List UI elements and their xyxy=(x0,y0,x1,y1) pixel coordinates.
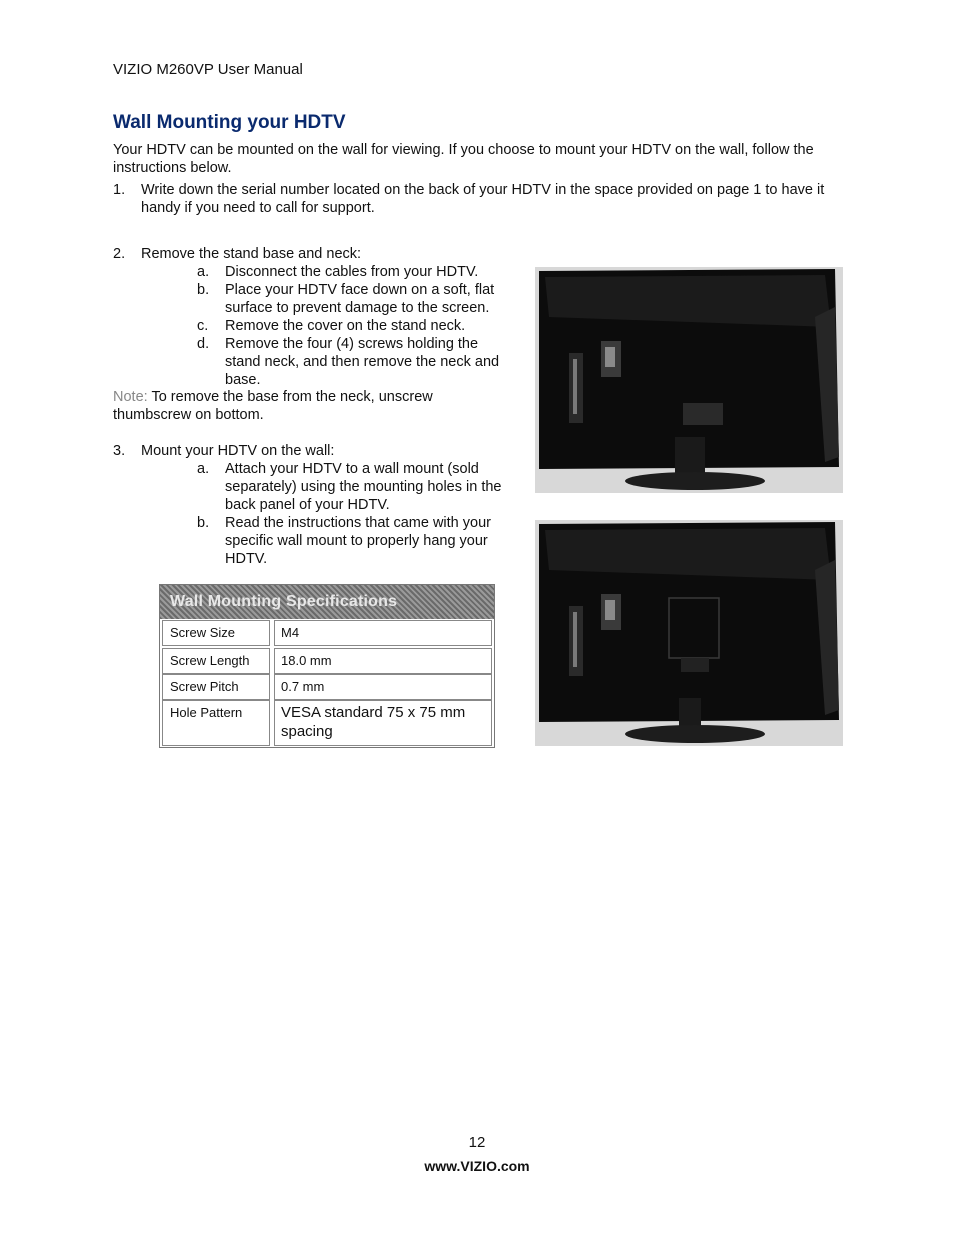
table-row xyxy=(160,700,494,746)
website-link[interactable]: www.VIZIO.com xyxy=(424,1158,530,1174)
page-number: 12 xyxy=(468,1134,486,1151)
table-row xyxy=(160,648,494,674)
substep-text: Disconnect the cables from your HDTV. xyxy=(225,264,479,280)
section-title: Wall Mounting your HDTV xyxy=(113,112,346,133)
document-header: VIZIO M260VP User Manual xyxy=(113,61,303,78)
substep-text: Remove the cover on the stand neck. xyxy=(225,318,466,334)
substep-letter: a. xyxy=(197,264,210,280)
substep-3a xyxy=(197,460,517,514)
step-number: 2. xyxy=(113,246,126,262)
note xyxy=(113,388,483,424)
substep-2b xyxy=(197,281,517,317)
substep-2a xyxy=(197,263,517,281)
step-2 xyxy=(113,245,843,263)
substep-letter: b. xyxy=(197,515,210,531)
step-text: Mount your HDTV on the wall: xyxy=(141,443,335,459)
intro-paragraph: Your HDTV can be mounted on the wall for viewing. If you choose to mount your HDTV on the wall, follow the instructions below. xyxy=(113,142,814,176)
wall-mount-spec-table xyxy=(159,584,495,748)
note-text: To remove the base from the neck, unscrew thumbscrew on bottom. xyxy=(113,389,433,423)
spec-value: 18.0 mm xyxy=(274,648,492,674)
spec-key: Screw Pitch xyxy=(162,674,270,700)
substep-2d xyxy=(197,335,517,389)
spec-key: Screw Size xyxy=(162,620,270,646)
substep-text: Remove the four (4) screws holding the stand neck, and then remove the neck and base. xyxy=(225,336,500,388)
step-number: 1. xyxy=(113,182,126,198)
substep-2c xyxy=(197,317,517,335)
substep-3b xyxy=(197,514,517,568)
substep-text: Read the instructions that came with your specific wall mount to properly hang your HDTV. xyxy=(225,515,491,567)
spec-value: VESA standard 75 x 75 mm spacing xyxy=(274,700,492,746)
step-1 xyxy=(113,181,843,217)
spec-key: Hole Pattern xyxy=(162,700,270,746)
tv-back-with-stand-photo xyxy=(535,267,843,493)
spec-table-title: Wall Mounting Specifications xyxy=(170,593,398,610)
table-row xyxy=(160,674,494,700)
substep-text: Place your HDTV face down on a soft, flat surface to prevent damage to the screen. xyxy=(225,282,495,316)
tv-back-mounting-holes-photo xyxy=(535,520,843,746)
substep-text: Attach your HDTV to a wall mount (sold separately) using the mounting holes in the back panel of your HDTV. xyxy=(225,461,502,513)
spec-value: M4 xyxy=(274,620,492,646)
substep-letter: a. xyxy=(197,461,210,477)
note-label: Note: xyxy=(113,389,148,405)
spec-table-header xyxy=(160,585,494,619)
substep-letter: d. xyxy=(197,336,210,352)
substep-letter: c. xyxy=(197,318,209,334)
table-row xyxy=(160,620,494,646)
spec-key: Screw Length xyxy=(162,648,270,674)
substep-letter: b. xyxy=(197,282,210,298)
step-text: Remove the stand base and neck: xyxy=(141,246,362,262)
step-number: 3. xyxy=(113,443,126,459)
step-text: Write down the serial number located on the back of your HDTV in the space provided on page 1 to have it handy if you need to call for support. xyxy=(141,182,825,216)
spec-value: 0.7 mm xyxy=(274,674,492,700)
